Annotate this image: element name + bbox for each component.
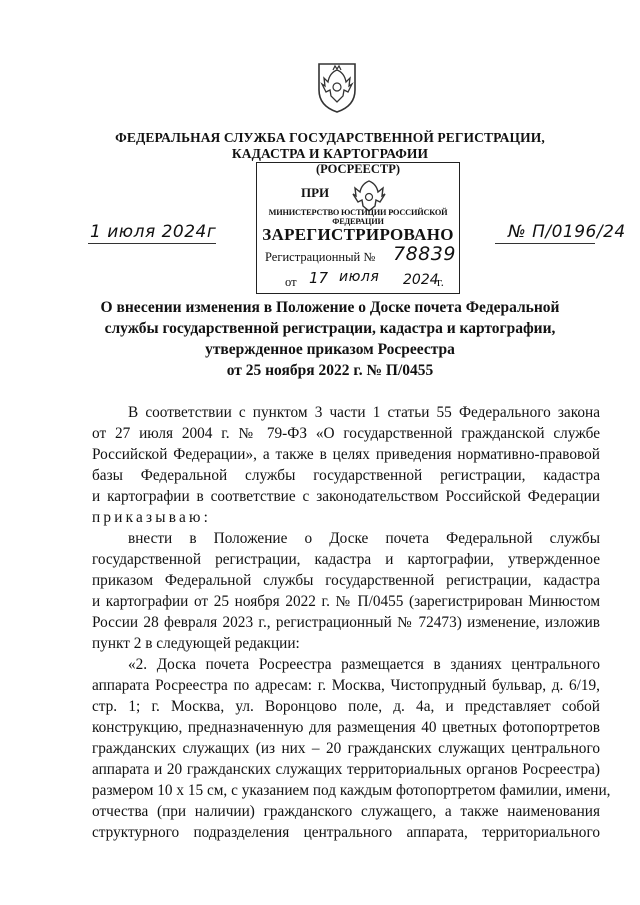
registration-date-label: от	[285, 275, 297, 289]
registration-date-day: 17	[309, 269, 329, 287]
registration-date-suffix: г.	[437, 275, 444, 289]
body-line: приказом Федеральной службы государственной регистрации, кадастра	[92, 572, 600, 589]
body-line: и картографии от 25 ноября 2022 г. № П/0455 (зарегистрирован Минюстом	[92, 593, 600, 610]
body-line: государственной регистрации, кадастра и картографии, утвержденное	[92, 551, 600, 568]
agency-abbreviation: (РОСРЕЕСТР)	[315, 162, 401, 176]
order-number-underline	[495, 243, 595, 244]
registered-label: ЗАРЕГИСТРИРОВАНО	[262, 225, 454, 244]
body-line: гражданских служащих (из них – 20 гражданских служащих центрального	[92, 740, 600, 757]
body-line: и картографии в соответствие с законодательством Российской Федерации	[92, 488, 600, 505]
registration-date-year: 2024	[403, 272, 439, 288]
body-line: аппарата Росреестра по адресам: г. Москва, Чистопрудный бульвар, д. 6/19,	[92, 677, 600, 694]
document-title-line2: службы государственной регистрации, кадастра и картографии,	[104, 320, 556, 337]
registration-stamp	[256, 162, 460, 294]
body-line: аппарата и 20 гражданских служащих территориальных органов Росреестра)	[92, 761, 600, 778]
registration-number-value: 78839	[393, 243, 456, 265]
body-line: «2. Доска почета Росреестра размещается в зданиях центрального	[128, 656, 600, 673]
body-line: России 28 февраля 2023 г., регистрационный № 72473) изменение, изложив	[92, 614, 600, 631]
body-line: внести в Положение о Доске почета Федеральной службы	[128, 530, 600, 547]
body-line: от 27 июля 2004 г. № 79-ФЗ «О государственной гражданской службе	[92, 425, 600, 442]
body-line: базы Федеральной службы государственной регистрации, кадастра	[92, 467, 600, 484]
body-line: В соответствии с пунктом 3 части 1 статьи 55 Федерального закона	[128, 404, 600, 421]
order-date-handwritten: 1 июля 2024г	[90, 222, 217, 242]
body-line-order-word: приказываю:	[92, 509, 212, 526]
order-date-underline	[88, 243, 216, 244]
body-line: Российской Федерации», а также в целях приведения нормативно-правовой	[92, 446, 600, 463]
document-title-line3: утвержденное приказом Росреестра	[205, 341, 455, 358]
body-line: стр. 1; г. Москва, ул. Воронцово поле, д. 4а, и представляет собой	[92, 698, 600, 715]
coat-of-arms-icon	[315, 60, 359, 114]
document-title-line4: от 25 ноября 2022 г. № П/0455	[226, 362, 434, 379]
body-line: пункт 2 в следующей редакции:	[92, 635, 300, 652]
body-line: размером 10 x 15 см, с указанием под каждым фотопортретом фамилии, имени,	[92, 782, 611, 799]
document-title-line1: О внесении изменения в Положение о Доске почета Федеральной	[100, 299, 560, 316]
body-line: конструкцию, предназначенную для размещения 40 цветных фотопортретов	[92, 719, 600, 736]
agency-name-line1: ФЕДЕРАЛЬНАЯ СЛУЖБА ГОСУДАРСТВЕННОЙ РЕГИСТРАЦИИ,	[115, 130, 545, 145]
ministry-of-justice-label: МИНИСТЕРСТВО ЮСТИЦИИ РОССИЙСКОЙ ФЕДЕРАЦИИ	[268, 208, 448, 226]
agency-name-line2: КАДАСТРА И КАРТОГРАФИИ	[231, 146, 429, 161]
order-word-partial: ПРИ	[301, 185, 330, 200]
body-line: отчества (при наличии) гражданского служащего, а также наименования	[92, 803, 600, 820]
registration-number-label: Регистрационный №	[265, 250, 376, 264]
order-number-handwritten: № П/0196/24	[508, 222, 626, 242]
registration-date-month: июля	[339, 269, 380, 285]
body-line: структурного подразделения центрального аппарата, территориального	[92, 824, 600, 841]
